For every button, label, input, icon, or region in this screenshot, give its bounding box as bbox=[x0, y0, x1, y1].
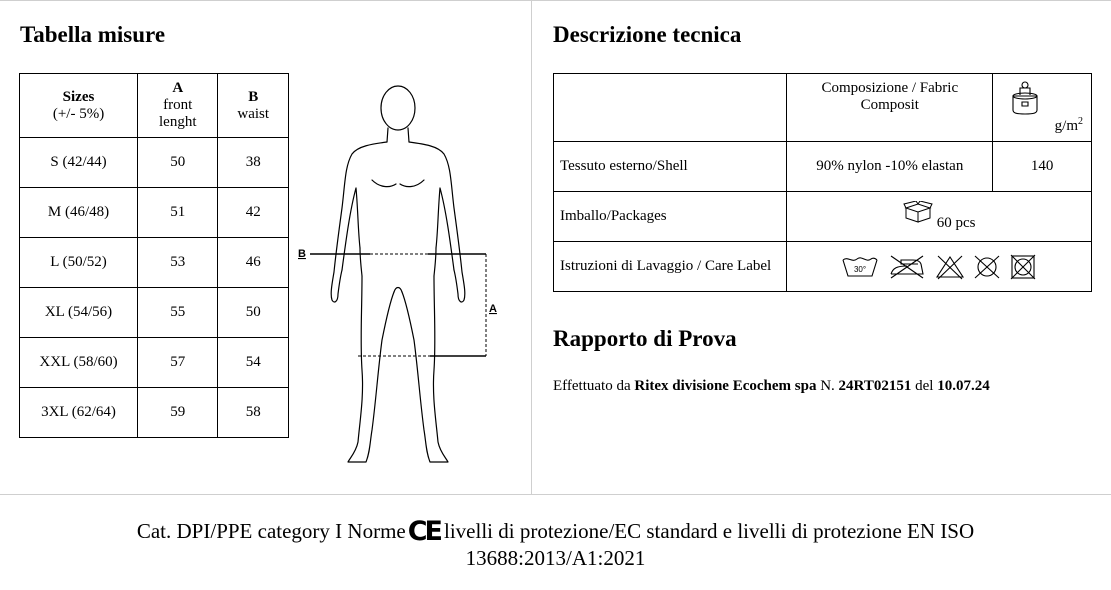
tech-table bbox=[553, 73, 1092, 292]
table-row bbox=[20, 288, 289, 338]
shell-weight: 140 bbox=[993, 142, 1092, 192]
label-b: B bbox=[298, 248, 306, 260]
no-bleach-icon bbox=[935, 254, 965, 280]
horizontal-divider bbox=[0, 494, 1111, 495]
wash-30-icon bbox=[841, 254, 879, 280]
care-row bbox=[554, 242, 1092, 292]
table-row bbox=[20, 238, 289, 288]
header-sizes: Sizes (+/- 5%) bbox=[20, 74, 138, 138]
a-cell: 57 bbox=[138, 338, 218, 388]
b-cell: 50 bbox=[218, 288, 289, 338]
care-label: Istruzioni di Lavaggio / Care Label bbox=[554, 242, 787, 292]
a-cell: 50 bbox=[138, 138, 218, 188]
table-row bbox=[20, 188, 289, 238]
no-iron-icon bbox=[887, 254, 927, 280]
size-cell: M (46/48) bbox=[20, 188, 138, 238]
b-cell: 46 bbox=[218, 238, 289, 288]
size-cell: XL (54/56) bbox=[20, 288, 138, 338]
size-table bbox=[19, 73, 289, 438]
top-border bbox=[0, 0, 1111, 1]
a-cell: 59 bbox=[138, 388, 218, 438]
weight-header: $g/m^2$ bbox=[993, 74, 1092, 142]
weight-icon bbox=[1007, 80, 1043, 116]
empty-header-cell bbox=[554, 74, 787, 142]
shell-label: Tessuto esterno/Shell bbox=[554, 142, 787, 192]
label-a: A bbox=[489, 303, 497, 315]
size-chart-title: Tabella misure bbox=[20, 22, 166, 47]
svg-text:30°: 30° bbox=[854, 264, 867, 274]
packages-value: 60 pcs bbox=[936, 215, 976, 231]
size-cell: L (50/52) bbox=[20, 238, 138, 288]
report-date: 10.07.24 bbox=[937, 378, 990, 394]
table-row bbox=[20, 138, 289, 188]
size-cell: XXL (58/60) bbox=[20, 338, 138, 388]
footer-certification: Cat. DPI/PPE category I NormeCE livelli di protezione/EC standard e livelli di protezione EN ISO 13688:2013/A1:2021 bbox=[136, 516, 975, 570]
b-cell: 38 bbox=[218, 138, 289, 188]
b-cell: 58 bbox=[218, 388, 289, 438]
table-row bbox=[20, 388, 289, 438]
a-cell: 55 bbox=[138, 288, 218, 338]
header-b: B waist bbox=[218, 74, 289, 138]
shell-row bbox=[554, 142, 1092, 192]
a-cell: 53 bbox=[138, 238, 218, 288]
packages-label: Imballo/Packages bbox=[554, 192, 787, 242]
shell-composition: 90% nylon -10% elastan bbox=[787, 142, 993, 192]
body-measurement-figure bbox=[290, 80, 510, 470]
vertical-divider bbox=[531, 0, 532, 494]
tech-description-title: Descrizione tecnica bbox=[553, 22, 742, 47]
table-row bbox=[20, 338, 289, 388]
b-cell: 54 bbox=[218, 338, 289, 388]
test-report-text: Effettuato da Ritex divisione Ecochem spa N. 24RT02151 del 10.07.24 bbox=[553, 378, 990, 394]
tech-header-row bbox=[554, 74, 1092, 142]
header-a: A front lenght bbox=[138, 74, 218, 138]
no-tumble-dry-icon bbox=[1009, 254, 1037, 280]
packages-row bbox=[554, 192, 1092, 242]
lab-name: Ritex divisione Ecochem spa bbox=[634, 378, 817, 394]
care-icons-cell bbox=[787, 242, 1092, 292]
size-table-header bbox=[20, 74, 289, 138]
box-icon bbox=[903, 201, 933, 223]
a-cell: 51 bbox=[138, 188, 218, 238]
report-number: 24RT02151 bbox=[838, 378, 912, 394]
ce-mark-icon: CE bbox=[407, 516, 440, 547]
size-cell: 3XL (62/64) bbox=[20, 388, 138, 438]
b-cell: 42 bbox=[218, 188, 289, 238]
packages-cell bbox=[787, 192, 1092, 242]
composition-header: Composizione / Fabric Composit bbox=[787, 74, 993, 142]
test-report-title: Rapporto di Prova bbox=[553, 326, 737, 351]
size-cell: S (42/44) bbox=[20, 138, 138, 188]
no-dryclean-icon bbox=[973, 254, 1001, 280]
